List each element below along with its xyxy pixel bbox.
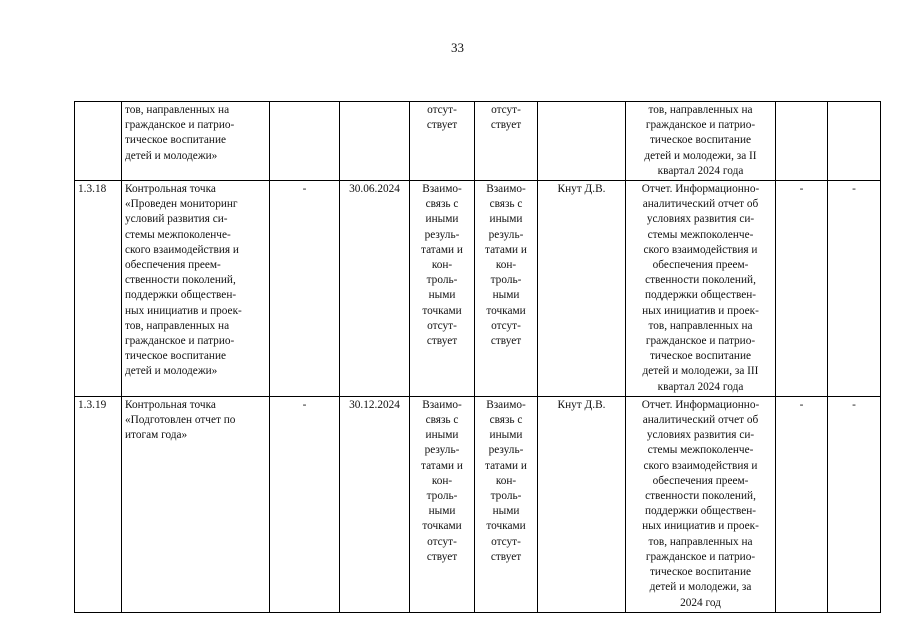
result-cell <box>626 102 776 181</box>
result-text: Отчет. Информационно- аналитический отчет об условиях развития си- стемы межпоколенче- ского взаимодействия и обеспечения преем- ственности поколений, поддержки обществен- ных инициатив и проек- тов, направленных на гражданское и патрио- тическое воспитание детей и молодежи, за III квартал 2024 года <box>641 183 760 393</box>
empty-cell <box>270 102 340 181</box>
responsible-cell <box>538 396 626 612</box>
interrelation-text: Взаимо- связь с иными резуль- татами и кон- троль- ными точками отсут- ствует <box>485 398 527 563</box>
table-row <box>75 181 881 397</box>
responsible-person: Кнут Д.В. <box>557 398 606 411</box>
interrelation-text: отсут- ствует <box>426 104 458 132</box>
row-number-cell <box>75 181 122 397</box>
result-text: тов, направленных на гражданское и патрио- тическое воспитание детей и молодежи, за II квартал 2024 года <box>644 104 757 177</box>
row-number: 1.3.18 <box>78 183 107 196</box>
responsible-person: Кнут Д.В. <box>557 183 606 196</box>
date-cell <box>340 102 410 181</box>
dash-cell <box>828 181 881 397</box>
dash-cell <box>828 396 881 612</box>
date-cell <box>340 396 410 612</box>
row-number-cell <box>75 102 122 181</box>
interrelation-text: Взаимо- связь с иными резуль- татами и кон- троль- ными точками отсут- ствует <box>485 183 527 348</box>
dash-cell <box>776 181 828 397</box>
dash-cell <box>776 396 828 612</box>
date-cell <box>340 181 410 397</box>
name-cell <box>122 102 270 181</box>
interrelation-text: Взаимо- связь с иными резуль- татами и кон- троль- ными точками отсут- ствует <box>421 398 463 563</box>
interrelation-text: Взаимо- связь с иными резуль- татами и кон- троль- ными точками отсут- ствует <box>421 183 463 348</box>
interrelation-text: отсут- ствует <box>490 104 522 132</box>
name-cell <box>122 396 270 612</box>
responsible-cell <box>538 102 626 181</box>
row-number-cell <box>75 396 122 612</box>
name-cell <box>122 181 270 397</box>
row-name: тов, направленных на гражданское и патрио- тическое воспитание детей и молодежи» <box>125 104 235 162</box>
link-cell <box>410 102 475 181</box>
table-row <box>75 102 881 181</box>
result-text: Отчет. Информационно- аналитический отчет об условиях развития си- стемы межпоколенче- ского взаимодействия и обеспечения преем- ственности поколений, поддержки обществен- ных инициатив и проек- тов, направленных на гражданское и патрио- тическое воспитание детей и молодежи, за 2024 год <box>641 398 760 609</box>
column-10-value: - <box>852 398 856 411</box>
result-cell <box>626 181 776 397</box>
column-3-value: - <box>302 398 307 411</box>
responsible-cell <box>538 181 626 397</box>
link-cell <box>475 181 538 397</box>
table-row <box>75 396 881 612</box>
link-cell <box>410 181 475 397</box>
empty-cell <box>828 102 881 181</box>
dash-cell <box>270 181 340 397</box>
row-name: Контрольная точка «Проведен мониторинг условий развития си- стемы межпоколенче- ского взаимодействия и обеспечения преем- ственности поколений, поддержки обществен- ных инициатив и проек- тов, направленных на гражданское и патрио- тическое воспитание детей и молодежи» <box>125 183 242 378</box>
link-cell <box>475 102 538 181</box>
column-3-value: - <box>302 183 307 196</box>
link-cell <box>475 396 538 612</box>
dash-cell <box>270 396 340 612</box>
column-10-value: - <box>852 183 856 196</box>
column-9-value: - <box>799 183 804 196</box>
link-cell <box>410 396 475 612</box>
row-date: 30.12.2024 <box>349 398 400 411</box>
row-number: 1.3.19 <box>78 398 107 411</box>
page-number: 33 <box>451 40 464 55</box>
row-name: Контрольная точка «Подготовлен отчет по итогам года» <box>125 398 236 442</box>
result-cell <box>626 396 776 612</box>
control-points-table <box>74 101 881 613</box>
column-9-value: - <box>799 398 804 411</box>
row-date: 30.06.2024 <box>349 183 400 196</box>
empty-cell <box>776 102 828 181</box>
